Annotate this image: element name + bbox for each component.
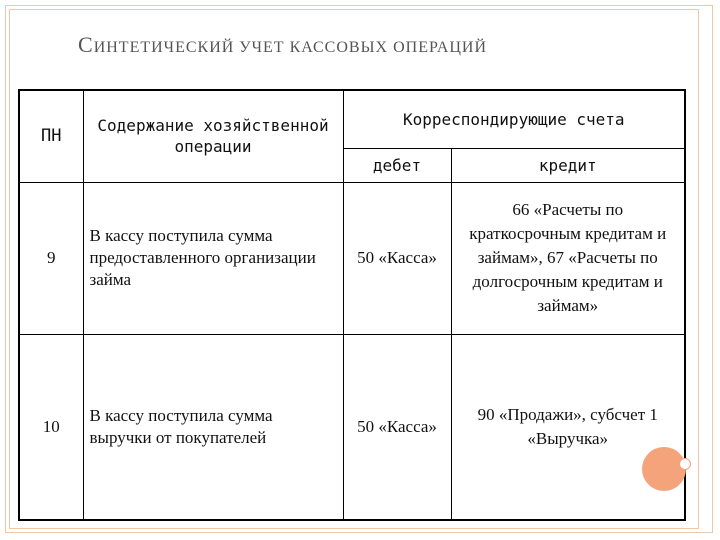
decorative-circle [642,447,686,491]
decorative-small-circle [679,458,691,470]
header-content: Содержание хозяйственной операции [83,90,343,182]
row-debit: 50 «Касса» [343,182,451,334]
header-pn: ПН [19,90,83,182]
table-row [19,182,685,334]
row-content: В кассу поступила сумма предоставленного организации займа [83,182,343,334]
operations-table [18,89,686,521]
row-pn: 10 [19,334,83,520]
table-row [19,334,685,520]
header-row [19,90,685,148]
header-debit: дебет [343,148,451,182]
row-credit: 66 «Расчеты по краткосрочным кредитам и займам», 67 «Расчеты по долгосрочным кредитам и займам» [451,182,685,334]
title-initial: С [78,32,94,57]
row-content: В кассу поступила сумма выручки от покупателей [83,334,343,520]
row-credit: 90 «Продажи», субсчет 1 «Выручка» [451,334,685,520]
row-pn: 9 [19,182,83,334]
slide-title [78,32,487,58]
title-rest: ИНТЕТИЧЕСКИЙ УЧЕТ КАССОВЫХ ОПЕРАЦИЙ [93,39,488,56]
header-credit: кредит [451,148,685,182]
header-corresponding-accounts: Корреспондирующие счета [343,90,685,148]
row-debit: 50 «Касса» [343,334,451,520]
